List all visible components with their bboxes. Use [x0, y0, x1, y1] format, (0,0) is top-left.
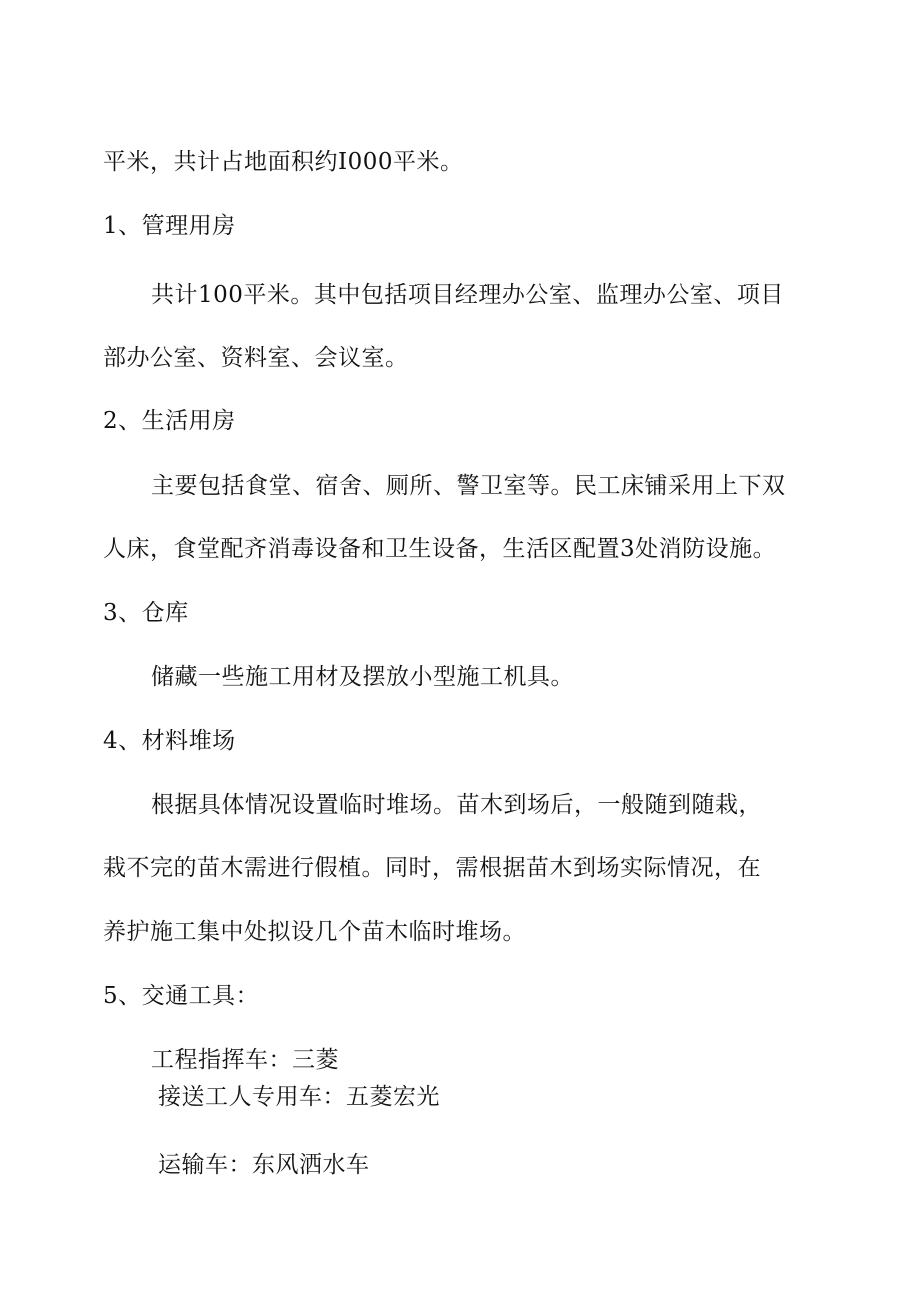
section-heading-transport: 5、交通工具：: [103, 983, 260, 1009]
paragraph-line: 主要包括食堂、宿舍、厕所、警卫室等。民工床铺采用上下双: [151, 473, 786, 499]
vehicle-item: 工程指挥车：三菱: [151, 1047, 339, 1073]
section-heading-material-yard: 4、材料堆场: [103, 728, 236, 754]
paragraph-continuation: 平米，共计占地面积约I000平米。: [103, 149, 464, 175]
paragraph-line: 部办公室、资料室、会议室。: [103, 345, 409, 371]
paragraph-line: 储藏一些施工用材及摆放小型施工机具。: [151, 664, 574, 690]
vehicle-item: 接送工人专用车：五菱宏光: [158, 1084, 440, 1110]
section-heading-management-housing: 1、管理用房: [103, 213, 236, 239]
vehicle-item: 运输车：东风洒水车: [158, 1152, 370, 1178]
section-heading-living-housing: 2、生活用房: [103, 408, 236, 434]
paragraph-line: 人床，食堂配齐消毒设备和卫生设备，生活区配置3处消防设施。: [103, 536, 777, 562]
section-heading-warehouse: 3、仓库: [103, 600, 189, 626]
paragraph-line: 栽不完的苗木需进行假植。同时，需根据苗木到场实际情况，在: [103, 855, 761, 881]
paragraph-line: 根据具体情况设置临时堆场。苗木到场后，一般随到随栽，: [151, 792, 762, 818]
paragraph-line: 共计100平米。其中包括项目经理办公室、监理办公室、项目: [151, 282, 784, 308]
paragraph-line: 养护施工集中处拟设几个苗木临时堆场。: [103, 919, 526, 945]
